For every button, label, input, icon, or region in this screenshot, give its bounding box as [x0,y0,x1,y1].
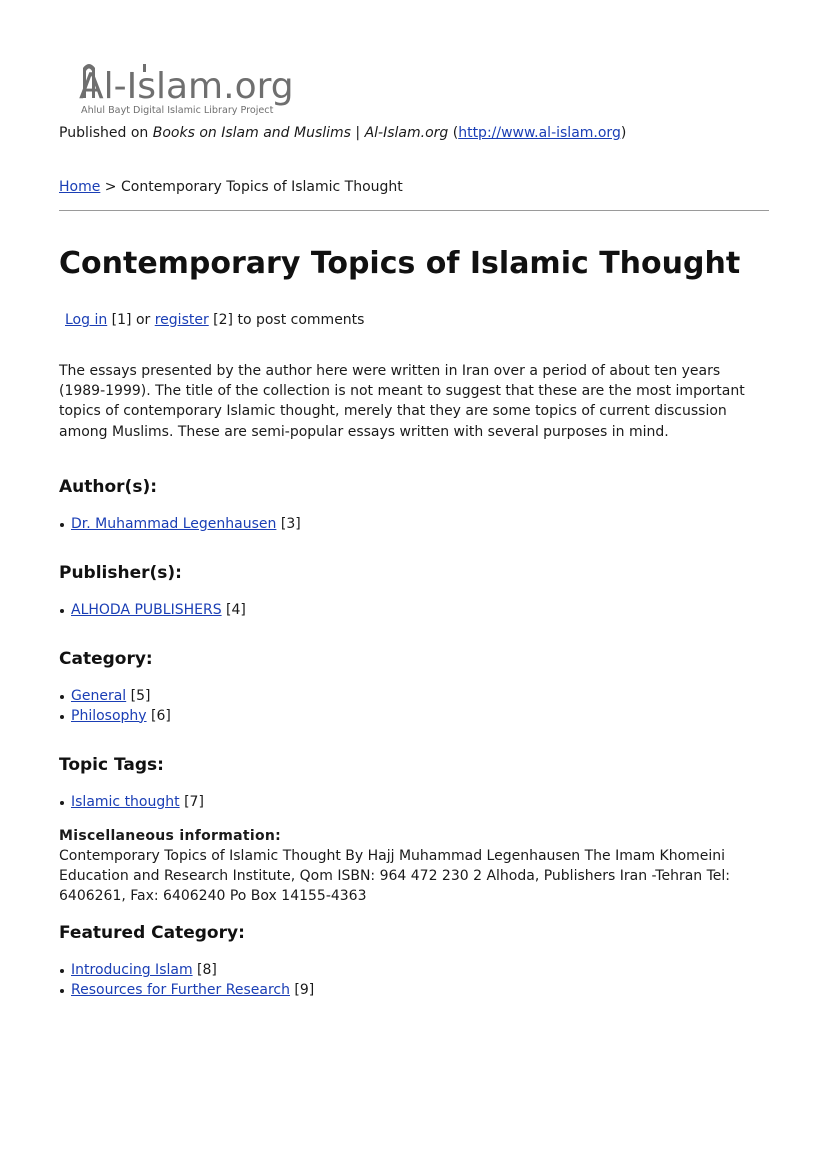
featured-category-heading: Featured Category: [59,923,245,944]
featured-category-section [59,922,769,1000]
list-item [59,980,769,1000]
logo-tagline: Ahlul Bayt Digital Islamic Library Project [81,105,274,116]
published-line [59,124,769,142]
topic-tags-list [59,792,769,812]
category-link-general[interactable]: General [71,687,127,704]
published-prefix: Published on [59,125,149,141]
breadcrumb [59,178,769,196]
category-section [59,648,769,726]
featured-link-introducing-islam[interactable]: Introducing Islam [71,962,193,979]
book-summary: The essays presented by the author here were written in Iran over a period of about ten years (1989-1999). The title of the collection is not meant to suggest that these are the most important topics of contemporary Islamic thought, merely that they are some topics of current discussion among Muslims. These are semi-popular essays written with several purposes in mind. [59,363,745,440]
featured-ref: [8] [192,962,217,979]
misc-info-label: Miscellaneous information: [59,827,282,844]
featured-link-resources[interactable]: Resources for Further Research [71,982,290,999]
publisher-link[interactable]: ALHODA PUBLISHERS [71,601,222,618]
category-list [59,686,769,726]
authors-heading: Author(s): [59,476,158,497]
published-site-name: Books on Islam and Muslims | Al-Islam.org [152,125,449,141]
list-item [59,686,769,706]
breadcrumb-home-link[interactable]: Home [59,179,101,195]
category-ref: [6] [146,707,171,724]
list-item [59,792,769,812]
logo-wordmark: Al-Islam.org [79,66,294,107]
site-logo[interactable] [79,62,339,120]
publishers-list [59,600,769,620]
topic-tag-ref: [7] [179,793,204,810]
comment-login-line [59,311,769,329]
authors-list [59,514,769,534]
list-item [59,514,769,534]
logo-graphic [79,62,339,120]
authors-section [59,476,769,534]
publishers-section [59,562,769,620]
register-ref: [2] to post comments [208,312,365,328]
author-link[interactable]: Dr. Muhammad Legenhausen [71,515,277,532]
list-item [59,600,769,620]
breadcrumb-separator: > [100,179,121,195]
published-close: ) [620,125,627,141]
list-item [59,706,769,726]
list-item [59,960,769,980]
misc-info-section [59,826,769,907]
category-ref: [5] [126,687,151,704]
login-link[interactable]: Log in [65,312,108,328]
register-link[interactable]: register [154,312,209,328]
page [59,62,769,1000]
topic-tags-heading: Topic Tags: [59,754,164,775]
breadcrumb-current: Contemporary Topics of Islamic Thought [120,179,403,195]
published-url-link[interactable]: http://www.al-islam.org [458,125,621,141]
featured-ref: [9] [289,982,315,999]
misc-info-text: Contemporary Topics of Islamic Thought By Hajj Muhammad Legenhausen The Imam Khomeini Education and Research Institute, Qom ISBN: 964 472 230 2 Alhoda, Publishers Iran -Tehran Tel: 6406261, Fax: 6406240 Po Box 14155-4363 [59,847,731,905]
featured-category-list [59,960,769,1000]
category-heading: Category: [59,648,153,669]
login-ref: [1] or [107,312,155,328]
category-link-philosophy[interactable]: Philosophy [71,707,147,724]
publisher-ref: [4] [221,601,246,618]
published-open: ( [448,125,459,141]
topic-tag-link[interactable]: Islamic thought [71,793,180,810]
page-title: Contemporary Topics of Islamic Thought [59,246,741,281]
author-ref: [3] [276,515,301,532]
publishers-heading: Publisher(s): [59,562,182,583]
topic-tags-section [59,754,769,812]
header-divider [59,210,769,211]
